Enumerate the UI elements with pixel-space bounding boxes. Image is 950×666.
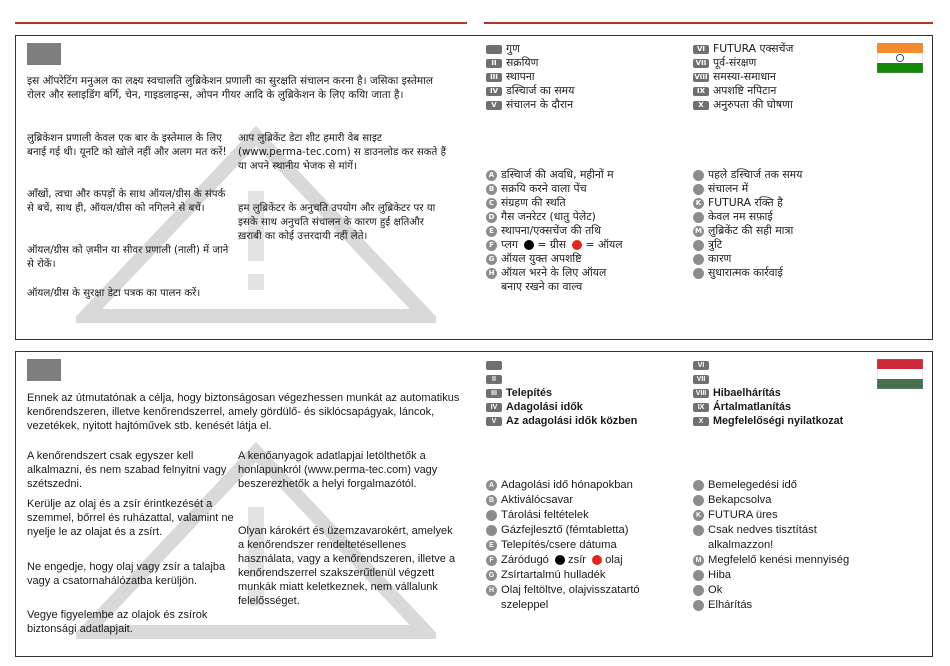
oil-dot-icon [572, 240, 582, 250]
hungarian-item-i: Bemelegedési idő [693, 478, 797, 492]
hungarian-legend-8: VIII Hibaelhárítás [693, 386, 781, 400]
oil-dot-icon [592, 555, 602, 565]
hungarian-legend-1 [486, 358, 506, 372]
hungarian-legend-5: V Az adagolási idők közben [486, 414, 637, 428]
hindi-legend-10: X अनुरुपता की घोषणा [693, 98, 793, 112]
hungarian-section [15, 351, 933, 657]
hindi-item-k: K FUTURA रक्ति है [693, 196, 783, 210]
hindi-legend-6: VI FUTURA एक्सचेंज [693, 42, 793, 56]
hindi-item-i: पहले डस्चिार्ज तक समय [693, 168, 802, 182]
hungarian-item-a: A Adagolási idő hónapokban [486, 478, 633, 492]
hungarian-item-o: Ok [693, 583, 722, 597]
hindi-intro: इस ऑपरेटिंग मनुअल का लक्ष्य स्वचालति लुब्रिकेशन प्रणाली का सुरक्षति संचालन करना है। जसिका इस्तेमाल रोलर और स्लाइडिंग बर्गि, चेन, गाइडलाइन्स, ओपन गीयर आदि के लुब्रिकेशन के लिए कयिा जाता है। [27, 75, 433, 102]
hungarian-item-n: Hiba [693, 568, 731, 582]
hungarian-legend-6: VI [693, 358, 713, 372]
hungarian-col1-p3: Ne engedje, hogy olaj vagy zsír a talajba vagy a csatornahálózatba kerüljön. [27, 561, 226, 587]
hungarian-legend-4: IV Adagolási idők [486, 400, 583, 414]
top-rule-right [484, 22, 933, 24]
hungarian-item-p: Elhárítás [693, 598, 752, 612]
hindi-legend-1: गुण [486, 42, 520, 56]
hindi-item-a: A डस्चिार्ज की अवधि, महीनों म [486, 168, 614, 182]
hungarian-intro: Ennek az útmutatónak a célja, hogy biztonságosan végezhessen munkát az automatikus kenőrendszeren, illetve kenőrendszerrel, amely gördülő- és siklócsapágyak, láncok, vezetékek, nyitott hajtóművek stb. kenését látja el. [27, 392, 460, 432]
hindi-legend-4: IV डस्चिार्ज का समय [486, 84, 574, 98]
hindi-item-g: G ऑयल युक्त अपशष्टि [486, 252, 582, 266]
hungarian-legend-10: X Megfelelőségi nyilatkozat [693, 414, 843, 428]
hindi-col2-p2: हम लुब्रिकेंटर के अनुचति उपयोग और लुब्रिकेटर पर या इसके साथ अनुचति संचालन के कारण हुई क्षतिऔर ख़राबी का कोई उत्तरदायी नहीं लेते। [238, 203, 436, 242]
hindi-item-e: E स्थापना/एक्सचेंज की तथि [486, 224, 601, 238]
hindi-item-n: त्रुटि [693, 238, 722, 252]
hungarian-legend-7: VII [693, 372, 713, 386]
hungarian-item-b: B Aktiválócsavar [486, 493, 573, 507]
hungary-flag-icon [877, 359, 923, 389]
grease-dot-icon [555, 555, 565, 565]
hindi-legend-3: III स्थापना [486, 70, 535, 84]
hindi-item-f: F प्लग = ग्रीस = ऑयल [486, 238, 623, 252]
hungarian-item-j: Bekapcsolva [693, 493, 771, 507]
hungarian-item-m: M Megfelelő kenési mennyiség [693, 553, 849, 567]
india-flag-icon [877, 43, 923, 73]
hungarian-col1-p4: Vegye figyelembe az olajok és zsírok biztonsági adatlapjait. [27, 609, 208, 635]
hungarian-item-f: F Záródugó zsír olaj [486, 553, 623, 567]
hindi-item-h-cont: बनाए रखने का वाल्व [501, 280, 583, 293]
hungarian-item-c: Tárolási feltételek [486, 508, 589, 522]
hungarian-legend-2: II [486, 372, 506, 386]
hungarian-item-h: H Olaj feltöltve, olajvisszatartó [486, 583, 640, 597]
top-rule-left [15, 22, 467, 24]
hindi-legend-7: VII पूर्व-संरक्षण [693, 56, 756, 70]
hungarian-item-k: K FUTURA üres [693, 508, 778, 522]
hindi-item-p: सुधारात्मक कार्रवाई [693, 266, 783, 280]
hungarian-item-l: Csak nedves tisztítást [693, 523, 817, 537]
hindi-col2-p1: आप लुब्रिकेंट डेटा शीट हमारी वेब साइट (www.perma-tec.com) स डाउनलोड कर सकते हैं या अपने स्थानीय भेजक से मांगें। [238, 133, 447, 172]
hungarian-item-l-cont: alkalmazzon! [708, 539, 774, 551]
hindi-section [15, 35, 933, 340]
hungarian-col2-p2: Olyan károkért és üzemzavarokért, amelyek a kenőrendszer rendeltetésellenes használata, vagy a kenőrendszeren, illetve a kenőrendszerrel szakszerűtlenül végzett munkák miatt keletkeznek, nem vállalunk felelősséget. [238, 525, 456, 607]
hungarian-col1-p2: Kerülje az olaj és a zsír érintkezését a szemmel, bőrrel és ruházattal, valamint ne nyelje le az olajat és a zsírt. [27, 498, 234, 538]
hindi-legend-8: VIII समस्या-समाधान [694, 70, 776, 83]
hungarian-col1-p1: A kenőrendszert csak egyszer kell alkalmazni, és nem szabad felnyitni vagy szétszedni. [27, 450, 227, 490]
hindi-legend-2: II सक्रयिण [486, 56, 538, 70]
hindi-item-o: कारण [693, 252, 731, 266]
hindi-item-j: संचालन में [693, 182, 748, 196]
hungarian-legend-9: IX Ártalmatlanítás [693, 400, 791, 414]
hindi-item-h: H ऑयल भरने के लिए ऑयल [486, 266, 606, 280]
hindi-item-d: D गैस जनरेटर (धातु पेलेट) [486, 210, 596, 224]
hindi-legend-5: V संचालन के दौरान [486, 98, 573, 112]
hindi-col1-p1: लुब्रिकेशन प्रणाली केवल एक बार के इस्तेमाल के लिए बनाई गई थी। यूनटि को खोले नहीं और अलग मत करें! [27, 133, 227, 158]
hindi-item-b: B सक्रयि करने वाला पेंच [486, 182, 587, 196]
hindi-legend-9: IX अपशष्टि नपिटान [693, 84, 776, 98]
warning-header-block [27, 359, 61, 381]
hindi-item-m: M लुब्रिकेंट की सही मात्रा [693, 224, 793, 238]
hungarian-item-e: E Telepítés/csere dátuma [486, 538, 617, 552]
hungarian-item-h-cont: szeleppel [501, 599, 549, 611]
hindi-item-l: केवल नम सफ़ाई [693, 210, 773, 224]
hungarian-col2-p1: A kenőanyagok adatlapjai letölthetők a honlapunkról (www.perma-tec.com) vagy beszerezhetők a helyi forgalmazótól. [238, 450, 438, 490]
hindi-col1-p2: आँखों, त्वचा और कपड़ों के साथ ऑयल/ग्रीस के संपर्क से बचें, साथ ही, ऑयल/ग्रीस को नगिलने से बचें। [27, 189, 226, 214]
hindi-col1-p4: ऑयल/ग्रीस के सुरक्षा डेटा पत्रक का पालन करें। [27, 288, 201, 299]
hindi-item-c: C संग्रहण की स्थति [486, 196, 566, 210]
grease-dot-icon [524, 240, 534, 250]
warning-header-block [27, 43, 61, 65]
hindi-col1-p3: ऑयल/ग्रीस को ज़मीन या सीवर प्रणाली (नाली) में जाने से रोकें। [27, 245, 229, 270]
hungarian-item-g: G Zsírtartalmú hulladék [486, 568, 605, 582]
hungarian-legend-3: III Telepítés [486, 386, 552, 400]
hungarian-item-d: Gázfejlesztő (fémtabletta) [486, 523, 628, 537]
